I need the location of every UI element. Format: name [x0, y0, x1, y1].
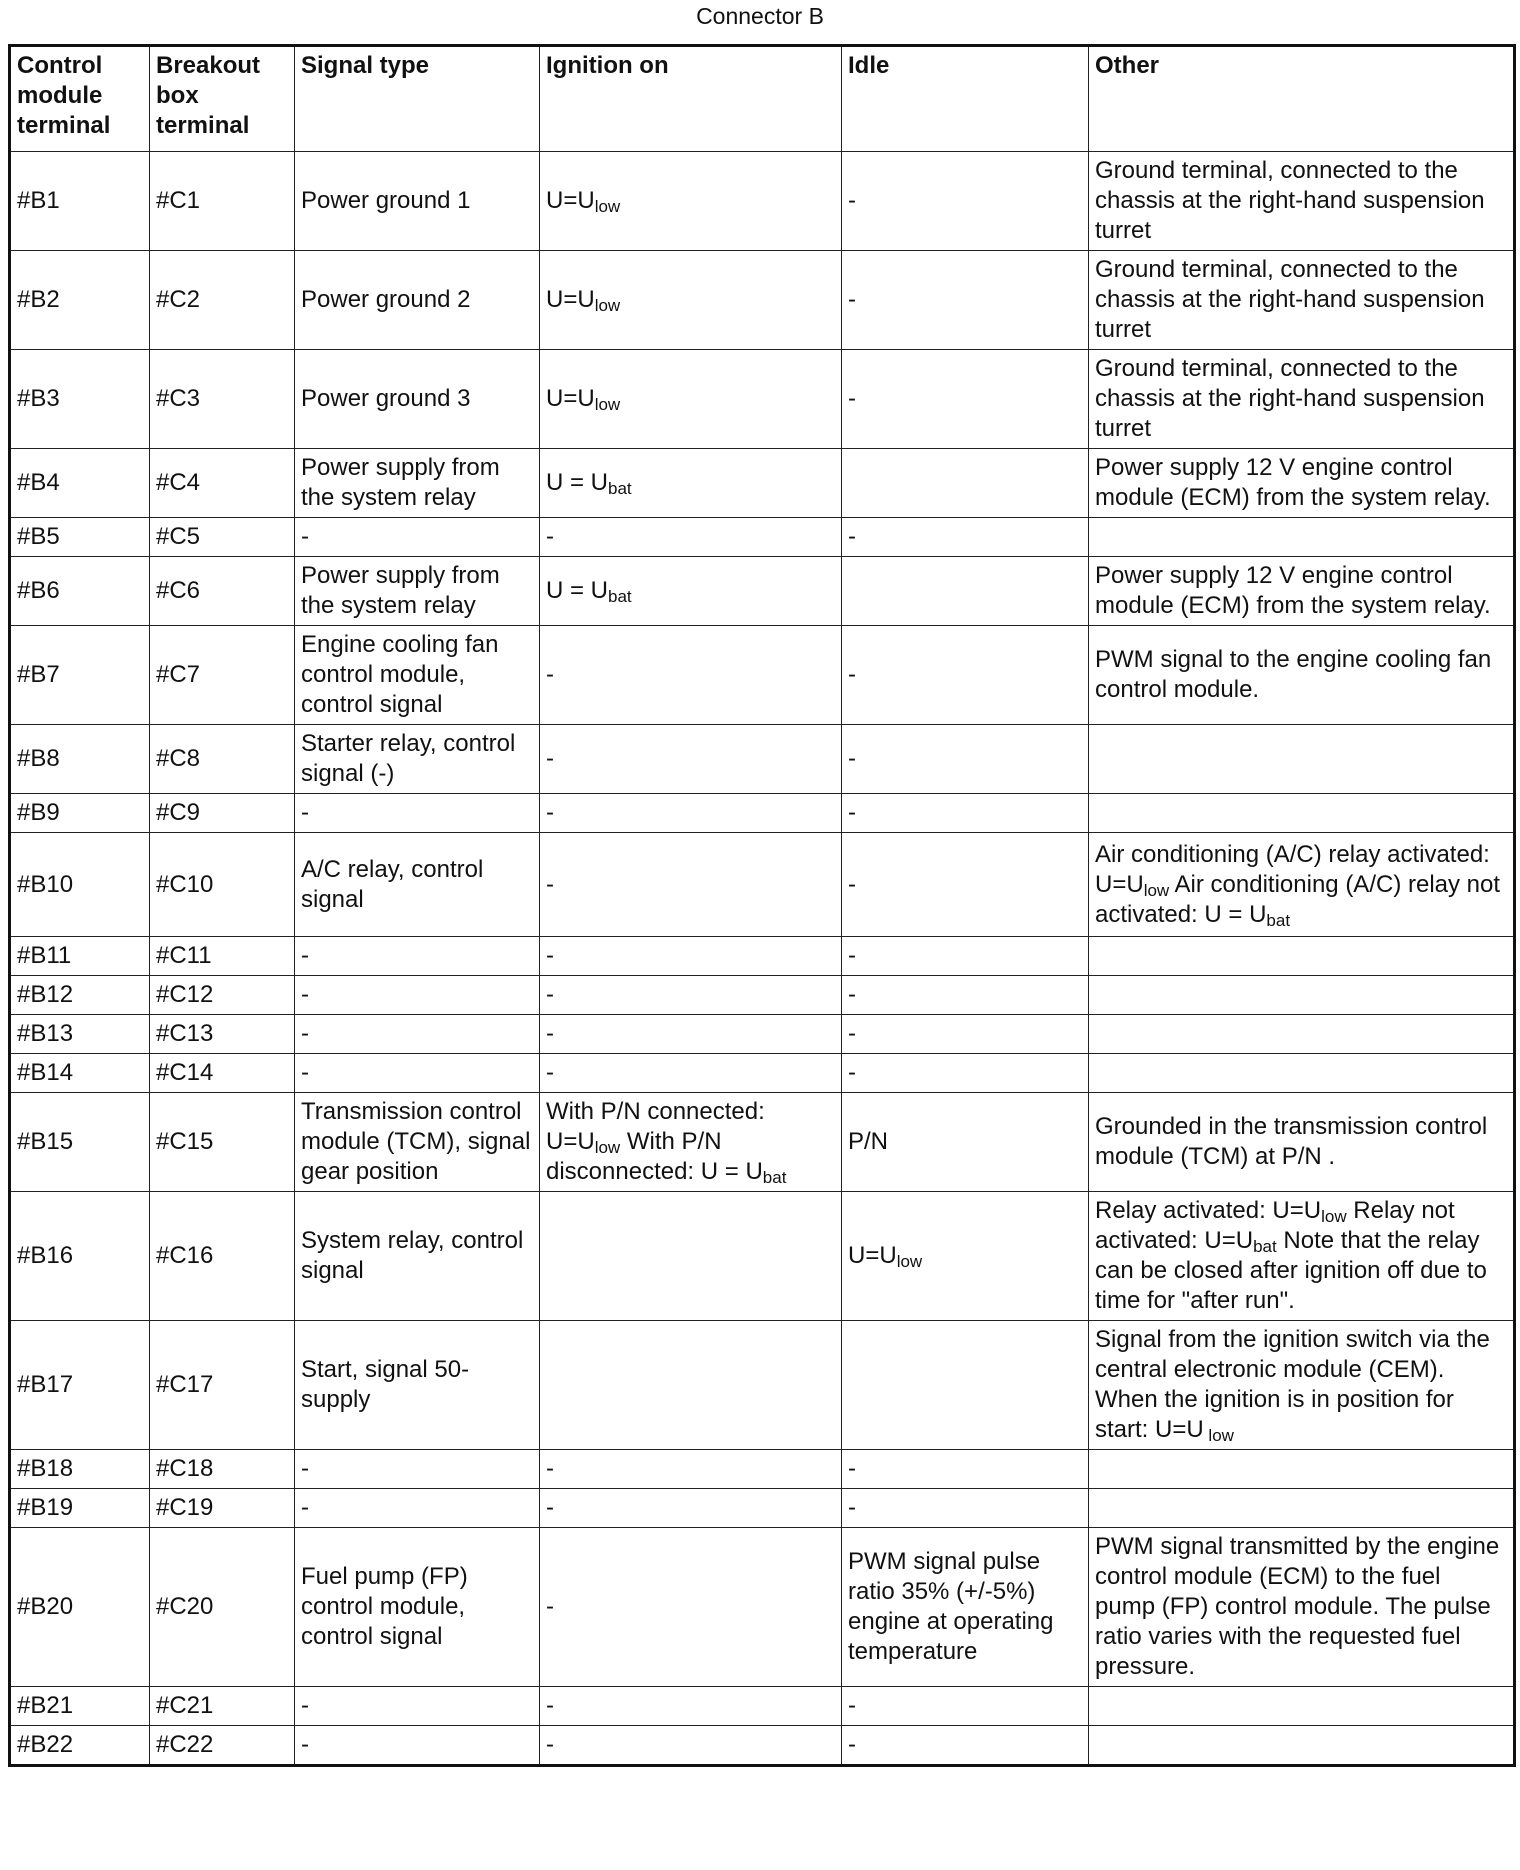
- cell-breakout-box-terminal: #C1: [150, 152, 295, 251]
- cell-control-module-terminal: #B19: [10, 1489, 150, 1528]
- cell-ignition-on: $U=U_{low}$: [540, 350, 842, 449]
- cell-signal-type: Power ground 2: [295, 251, 540, 350]
- cell-control-module-terminal: #B7: [10, 626, 150, 725]
- table-row: [10, 1015, 1515, 1054]
- table-row: [10, 976, 1515, 1015]
- connector-caption: Connector B: [696, 3, 824, 29]
- table-row: [10, 833, 1515, 937]
- table-row: [10, 725, 1515, 794]
- cell-breakout-box-terminal: #C21: [150, 1687, 295, 1726]
- cell-other: [1089, 937, 1515, 976]
- header-control-module-terminal: Control module terminal: [10, 46, 150, 152]
- cell-control-module-terminal: #B8: [10, 725, 150, 794]
- cell-signal-type: -: [295, 1450, 540, 1489]
- cell-other: Ground terminal, connected to the chassis at the right-hand suspension turret: [1089, 350, 1515, 449]
- cell-other: Ground terminal, connected to the chassis at the right-hand suspension turret: [1089, 152, 1515, 251]
- table-row: [10, 794, 1515, 833]
- header-row: [10, 46, 1515, 152]
- cell-other: PWM signal transmitted by the engine control module (ECM) to the fuel pump (FP) control module. The pulse ratio varies with the requested fuel pressure.: [1089, 1528, 1515, 1687]
- cell-signal-type: Starter relay, control signal (-): [295, 725, 540, 794]
- header-breakout-box-terminal: Breakout box terminal: [150, 46, 295, 152]
- cell-signal-type: -: [295, 976, 540, 1015]
- cell-idle: -: [842, 937, 1089, 976]
- cell-signal-type: -: [295, 1054, 540, 1093]
- cell-idle: -: [842, 1489, 1089, 1528]
- cell-idle: -: [842, 976, 1089, 1015]
- table-row: [10, 557, 1515, 626]
- cell-other: Relay activated: $U=U_{low}$ Relay not activated: $U=U_{bat}$ Note that the relay can be closed after ignition off due to time for "after run".: [1089, 1192, 1515, 1321]
- cell-ignition-on: [540, 1192, 842, 1321]
- cell-ignition-on: -: [540, 1054, 842, 1093]
- cell-ignition-on: $U = U_{bat}$: [540, 449, 842, 518]
- cell-breakout-box-terminal: #C7: [150, 626, 295, 725]
- cell-signal-type: Start, signal 50-supply: [295, 1321, 540, 1450]
- cell-signal-type: Power ground 1: [295, 152, 540, 251]
- table-row: [10, 937, 1515, 976]
- table-row: [10, 1192, 1515, 1321]
- cell-other: Air conditioning (A/C) relay activated: $U=U_{low}$ Air conditioning (A/C) relay not activated: $U = U_{bat}$: [1089, 833, 1515, 937]
- cell-breakout-box-terminal: #C20: [150, 1528, 295, 1687]
- cell-idle: -: [842, 518, 1089, 557]
- cell-idle: P/N: [842, 1093, 1089, 1192]
- cell-ignition-on: -: [540, 1687, 842, 1726]
- cell-control-module-terminal: #B20: [10, 1528, 150, 1687]
- cell-idle: [842, 557, 1089, 626]
- cell-other: Power supply 12 V engine control module (ECM) from the system relay.: [1089, 449, 1515, 518]
- cell-ignition-on: -: [540, 1528, 842, 1687]
- cell-idle: -: [842, 794, 1089, 833]
- cell-control-module-terminal: #B1: [10, 152, 150, 251]
- cell-breakout-box-terminal: #C9: [150, 794, 295, 833]
- cell-control-module-terminal: #B4: [10, 449, 150, 518]
- cell-ignition-on: With P/N connected: $U=U_{low}$ With P/N disconnected: $U = U_{bat}$: [540, 1093, 842, 1192]
- table-row: [10, 1054, 1515, 1093]
- table-row: [10, 1528, 1515, 1687]
- cell-breakout-box-terminal: #C16: [150, 1192, 295, 1321]
- cell-control-module-terminal: #B11: [10, 937, 150, 976]
- cell-breakout-box-terminal: #C15: [150, 1093, 295, 1192]
- cell-control-module-terminal: #B12: [10, 976, 150, 1015]
- cell-other: Signal from the ignition switch via the central electronic module (CEM). When the ignition is in position for start: U=U $_{low}$: [1089, 1321, 1515, 1450]
- cell-control-module-terminal: #B13: [10, 1015, 150, 1054]
- cell-control-module-terminal: #B10: [10, 833, 150, 937]
- cell-breakout-box-terminal: #C11: [150, 937, 295, 976]
- cell-other: [1089, 1450, 1515, 1489]
- cell-control-module-terminal: #B21: [10, 1687, 150, 1726]
- cell-other: [1089, 794, 1515, 833]
- cell-breakout-box-terminal: #C14: [150, 1054, 295, 1093]
- cell-breakout-box-terminal: #C12: [150, 976, 295, 1015]
- cell-idle: [842, 449, 1089, 518]
- table-row: [10, 518, 1515, 557]
- cell-ignition-on: -: [540, 518, 842, 557]
- cell-signal-type: -: [295, 1015, 540, 1054]
- cell-signal-type: Engine cooling fan control module, control signal: [295, 626, 540, 725]
- cell-ignition-on: -: [540, 1450, 842, 1489]
- cell-other: [1089, 1054, 1515, 1093]
- connector-b-table: [8, 44, 1516, 1767]
- cell-signal-type: -: [295, 794, 540, 833]
- cell-other: Power supply 12 V engine control module (ECM) from the system relay.: [1089, 557, 1515, 626]
- table-row: [10, 350, 1515, 449]
- cell-other: [1089, 1687, 1515, 1726]
- cell-control-module-terminal: #B22: [10, 1726, 150, 1766]
- table-row: [10, 251, 1515, 350]
- table-row: [10, 1489, 1515, 1528]
- cell-ignition-on: -: [540, 794, 842, 833]
- cell-signal-type: Power supply from the system relay: [295, 557, 540, 626]
- table-body: [10, 152, 1515, 1766]
- cell-other: Ground terminal, connected to the chassis at the right-hand suspension turret: [1089, 251, 1515, 350]
- cell-breakout-box-terminal: #C19: [150, 1489, 295, 1528]
- cell-breakout-box-terminal: #C22: [150, 1726, 295, 1766]
- cell-control-module-terminal: #B5: [10, 518, 150, 557]
- cell-signal-type: -: [295, 1489, 540, 1528]
- cell-control-module-terminal: #B3: [10, 350, 150, 449]
- cell-other: [1089, 976, 1515, 1015]
- cell-breakout-box-terminal: #C8: [150, 725, 295, 794]
- cell-breakout-box-terminal: #C4: [150, 449, 295, 518]
- cell-ignition-on: $U=U_{low}$: [540, 152, 842, 251]
- cell-ignition-on: -: [540, 1489, 842, 1528]
- cell-ignition-on: $U=U_{low}$: [540, 251, 842, 350]
- cell-signal-type: Fuel pump (FP) control module, control signal: [295, 1528, 540, 1687]
- cell-other: Grounded in the transmission control module (TCM) at P/N .: [1089, 1093, 1515, 1192]
- cell-signal-type: Power ground 3: [295, 350, 540, 449]
- cell-idle: -: [842, 833, 1089, 937]
- cell-ignition-on: -: [540, 937, 842, 976]
- cell-breakout-box-terminal: #C17: [150, 1321, 295, 1450]
- cell-control-module-terminal: #B2: [10, 251, 150, 350]
- table-row: [10, 449, 1515, 518]
- cell-idle: -: [842, 626, 1089, 725]
- cell-idle: [842, 1321, 1089, 1450]
- table-row: [10, 152, 1515, 251]
- cell-other: [1089, 1015, 1515, 1054]
- cell-control-module-terminal: #B16: [10, 1192, 150, 1321]
- cell-ignition-on: -: [540, 725, 842, 794]
- cell-ignition-on: -: [540, 833, 842, 937]
- cell-ignition-on: -: [540, 626, 842, 725]
- cell-control-module-terminal: #B15: [10, 1093, 150, 1192]
- cell-idle: -: [842, 152, 1089, 251]
- cell-control-module-terminal: #B14: [10, 1054, 150, 1093]
- cell-idle: -: [842, 350, 1089, 449]
- cell-ignition-on: $U = U_{bat}$: [540, 557, 842, 626]
- cell-breakout-box-terminal: #C13: [150, 1015, 295, 1054]
- cell-breakout-box-terminal: #C2: [150, 251, 295, 350]
- cell-idle: $U=U_{low}$: [842, 1192, 1089, 1321]
- table-row: [10, 1687, 1515, 1726]
- cell-ignition-on: -: [540, 1726, 842, 1766]
- table-row: [10, 626, 1515, 725]
- header-other: Other: [1089, 46, 1515, 152]
- cell-signal-type: -: [295, 1687, 540, 1726]
- header-ignition-on: Ignition on: [540, 46, 842, 152]
- cell-signal-type: System relay, control signal: [295, 1192, 540, 1321]
- cell-idle: -: [842, 1450, 1089, 1489]
- cell-breakout-box-terminal: #C10: [150, 833, 295, 937]
- cell-ignition-on: [540, 1321, 842, 1450]
- cell-breakout-box-terminal: #C5: [150, 518, 295, 557]
- cell-ignition-on: -: [540, 976, 842, 1015]
- cell-other: [1089, 1489, 1515, 1528]
- cell-idle: -: [842, 251, 1089, 350]
- cell-breakout-box-terminal: #C6: [150, 557, 295, 626]
- cell-signal-type: Power supply from the system relay: [295, 449, 540, 518]
- cell-breakout-box-terminal: #C3: [150, 350, 295, 449]
- cell-ignition-on: -: [540, 1015, 842, 1054]
- table-row: [10, 1450, 1515, 1489]
- cell-control-module-terminal: #B6: [10, 557, 150, 626]
- header-signal-type: Signal type: [295, 46, 540, 152]
- cell-idle: -: [842, 1726, 1089, 1766]
- cell-idle: -: [842, 1015, 1089, 1054]
- cell-other: [1089, 725, 1515, 794]
- cell-signal-type: Transmission control module (TCM), signal gear position: [295, 1093, 540, 1192]
- cell-idle: -: [842, 1687, 1089, 1726]
- cell-idle: PWM signal pulse ratio 35% (+/-5%) engine at operating temperature: [842, 1528, 1089, 1687]
- cell-control-module-terminal: #B18: [10, 1450, 150, 1489]
- table-row: [10, 1321, 1515, 1450]
- cell-signal-type: A/C relay, control signal: [295, 833, 540, 937]
- cell-idle: -: [842, 1054, 1089, 1093]
- cell-other: [1089, 518, 1515, 557]
- table-row: [10, 1726, 1515, 1766]
- header-idle: Idle: [842, 46, 1089, 152]
- cell-idle: -: [842, 725, 1089, 794]
- cell-signal-type: -: [295, 1726, 540, 1766]
- cell-signal-type: -: [295, 937, 540, 976]
- cell-breakout-box-terminal: #C18: [150, 1450, 295, 1489]
- cell-other: [1089, 1726, 1515, 1766]
- table-row: [10, 1093, 1515, 1192]
- cell-other: PWM signal to the engine cooling fan control module.: [1089, 626, 1515, 725]
- cell-control-module-terminal: #B17: [10, 1321, 150, 1450]
- cell-control-module-terminal: #B9: [10, 794, 150, 833]
- cell-signal-type: -: [295, 518, 540, 557]
